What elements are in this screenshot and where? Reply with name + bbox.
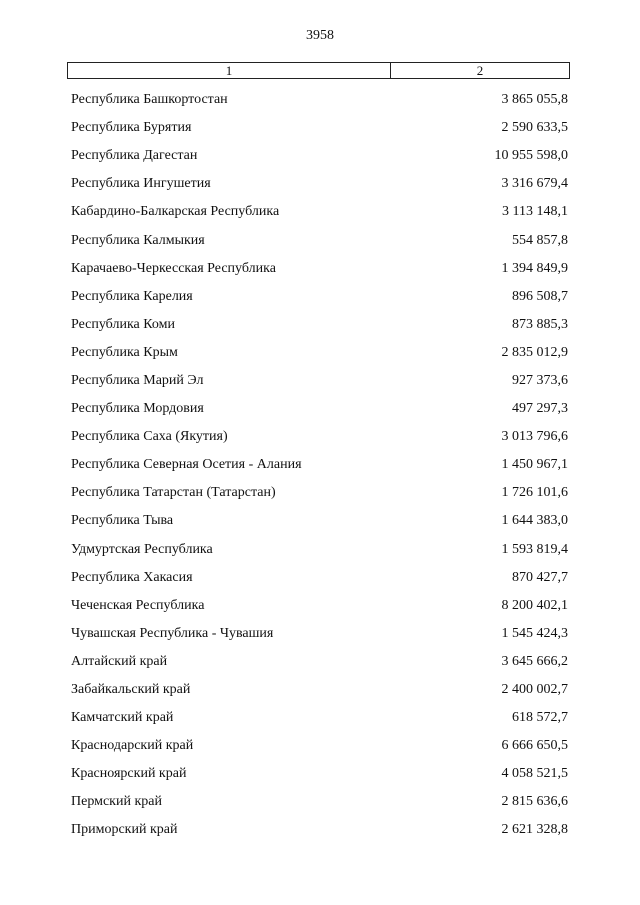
region-name: Республика Тыва [71,513,174,529]
region-value: 1 545 424,3 [501,625,568,641]
region-value: 3 113 148,1 [502,204,568,220]
table-row [71,339,568,367]
table-row [71,423,568,451]
region-name: Удмуртская Республика [71,541,213,557]
region-value: 2 400 002,7 [501,682,568,698]
table-row [71,676,568,704]
table-row [71,507,568,535]
table-row [71,283,568,311]
region-name: Республика Ингушетия [71,176,211,192]
table-row [71,86,568,114]
table-row [71,620,568,648]
table-body [71,86,568,845]
table-row [71,536,568,564]
region-value: 10 955 598,0 [494,148,568,164]
region-name: Карачаево-Черкесская Республика [71,260,276,276]
region-name: Чувашская Республика - Чувашия [71,625,274,641]
region-value: 554 857,8 [512,232,568,248]
table-row [71,170,568,198]
table-row [71,760,568,788]
region-name: Приморский край [71,822,178,838]
region-value: 8 200 402,1 [501,597,568,613]
table-row [71,395,568,423]
region-value: 1 726 101,6 [501,485,568,501]
region-name: Чеченская Республика [71,597,205,613]
table-row [71,226,568,254]
table-row [71,592,568,620]
region-value: 2 621 328,8 [501,822,568,838]
column-header-2: 2 [476,63,484,78]
table-header [67,62,570,79]
table-row [71,479,568,507]
region-value: 3 645 666,2 [501,653,568,669]
table-row [71,198,568,226]
column-header-1: 1 [68,63,391,78]
region-name: Республика Хакасия [71,569,193,585]
region-value: 618 572,7 [512,710,568,726]
region-value: 927 373,6 [512,372,568,388]
table-row [71,816,568,844]
region-name: Республика Татарстан (Татарстан) [71,485,276,501]
region-value: 1 394 849,9 [501,260,568,276]
table-row [71,451,568,479]
region-value: 3 865 055,8 [501,92,568,108]
region-name: Республика Саха (Якутия) [71,429,228,445]
region-value: 3 316 679,4 [501,176,568,192]
region-name: Республика Башкортостан [71,92,228,108]
region-value: 870 427,7 [512,569,568,585]
region-name: Республика Карелия [71,288,193,304]
region-name: Республика Крым [71,344,178,360]
table-row [71,564,568,592]
region-value: 6 666 650,5 [501,738,568,754]
region-value: 4 058 521,5 [501,766,568,782]
region-name: Республика Мордовия [71,401,204,417]
region-name: Республика Дагестан [71,148,198,164]
region-value: 2 835 012,9 [501,344,568,360]
region-value: 873 885,3 [512,316,568,332]
region-name: Кабардино-Балкарская Республика [71,204,280,220]
table-row [71,704,568,732]
region-value: 2 590 633,5 [501,120,568,136]
region-name: Красноярский край [71,766,187,782]
region-name: Республика Марий Эл [71,372,204,388]
region-value: 1 593 819,4 [501,541,568,557]
table-row [71,367,568,395]
region-value: 1 644 383,0 [501,513,568,529]
region-name: Республика Северная Осетия - Алания [71,457,302,473]
table-row [71,255,568,283]
region-name: Алтайский край [71,653,168,669]
table-row [71,114,568,142]
region-value: 497 297,3 [512,401,568,417]
page-number: 3958 [306,28,334,43]
table-row [71,732,568,760]
region-name: Забайкальский край [71,682,191,698]
table-row [71,311,568,339]
region-name: Республика Калмыкия [71,232,205,248]
region-value: 2 815 636,6 [501,794,568,810]
region-name: Камчатский край [71,710,174,726]
table-row [71,142,568,170]
region-name: Пермский край [71,794,162,810]
region-value: 896 508,7 [512,288,568,304]
region-value: 1 450 967,1 [501,457,568,473]
table-row [71,788,568,816]
region-value: 3 013 796,6 [501,429,568,445]
table-row [71,648,568,676]
region-name: Краснодарский край [71,738,194,754]
region-name: Республика Коми [71,316,175,332]
region-name: Республика Бурятия [71,120,192,136]
